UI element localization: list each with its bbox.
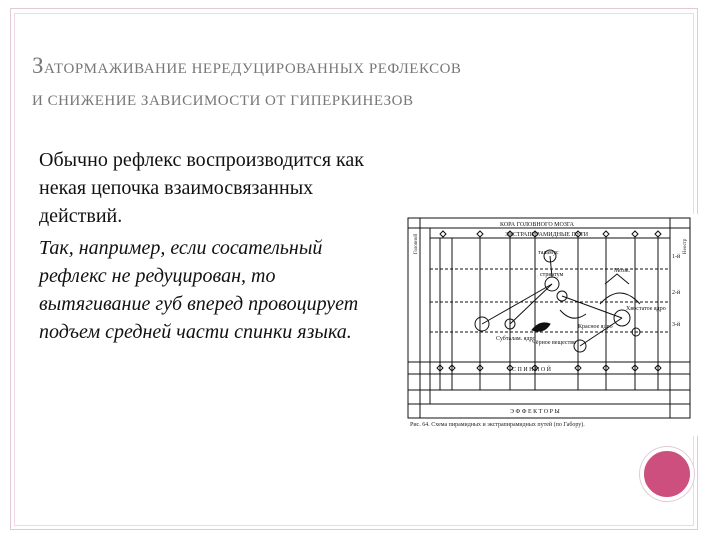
slide-title bbox=[32, 50, 692, 117]
label-subthalamic: Субталам. ядро bbox=[496, 336, 536, 342]
level-2-label: 2-й bbox=[672, 290, 681, 296]
right-column-label: Неостр bbox=[683, 238, 688, 254]
level-3-label: 3-й bbox=[672, 322, 681, 328]
band-extrapyramidal: ЭКСТРАПИРАМИДНЫЕ ПУТИ bbox=[505, 232, 589, 238]
title-line-2: И СНИЖЕНИЕ ЗАВИСИМОСТИ ОТ ГИПЕРКИНЕЗОВ bbox=[32, 93, 414, 109]
band-spinal: С П И Н Н О Й bbox=[512, 367, 551, 373]
label-thalamus: таламус bbox=[538, 250, 559, 256]
title-line-1-rest: АТОРМАЖИВАНИЕ НЕРЕДУЦИРОВАННЫХ РЕФЛЕКСОВ bbox=[44, 61, 462, 77]
label-cerebellum: Мозж. bbox=[614, 268, 631, 274]
figure-caption: Рис. 64. Схема пирамидных и экстрапирамидных путей (по Габору). bbox=[410, 422, 585, 428]
label-caudate: Хвостатое ядро bbox=[626, 306, 666, 312]
left-column-label: Головной bbox=[414, 233, 419, 254]
accent-circle bbox=[640, 447, 694, 501]
band-cortex: КОРА ГОЛОВНОГО МОЗГА bbox=[500, 222, 574, 228]
level-1-label: 1-й bbox=[672, 254, 681, 260]
body-text bbox=[39, 146, 369, 346]
paragraph-1: Обычно рефлекс воспроизводится как некая цепочка взаимосвязанных действий. bbox=[39, 149, 365, 227]
paragraph-2: Так, например, если сосательный рефлекс не редуцирован, то вытягивание губ вперед провоцирует подъем средней части спинки языка. bbox=[39, 237, 359, 343]
title-first-letter: З bbox=[32, 53, 45, 78]
pathway-diagram bbox=[400, 214, 698, 436]
title-line-1 bbox=[32, 50, 692, 85]
label-red-nucleus: Красное ядро bbox=[578, 324, 613, 330]
diagram-border bbox=[408, 218, 690, 418]
label-striatum: стриатум bbox=[540, 272, 564, 278]
band-effectors: Э Ф Ф Е К Т О Р Ы bbox=[510, 409, 560, 415]
label-substantia-nigra: Чёрное вещество bbox=[532, 340, 576, 346]
pathway-diagram-figure bbox=[400, 214, 698, 436]
